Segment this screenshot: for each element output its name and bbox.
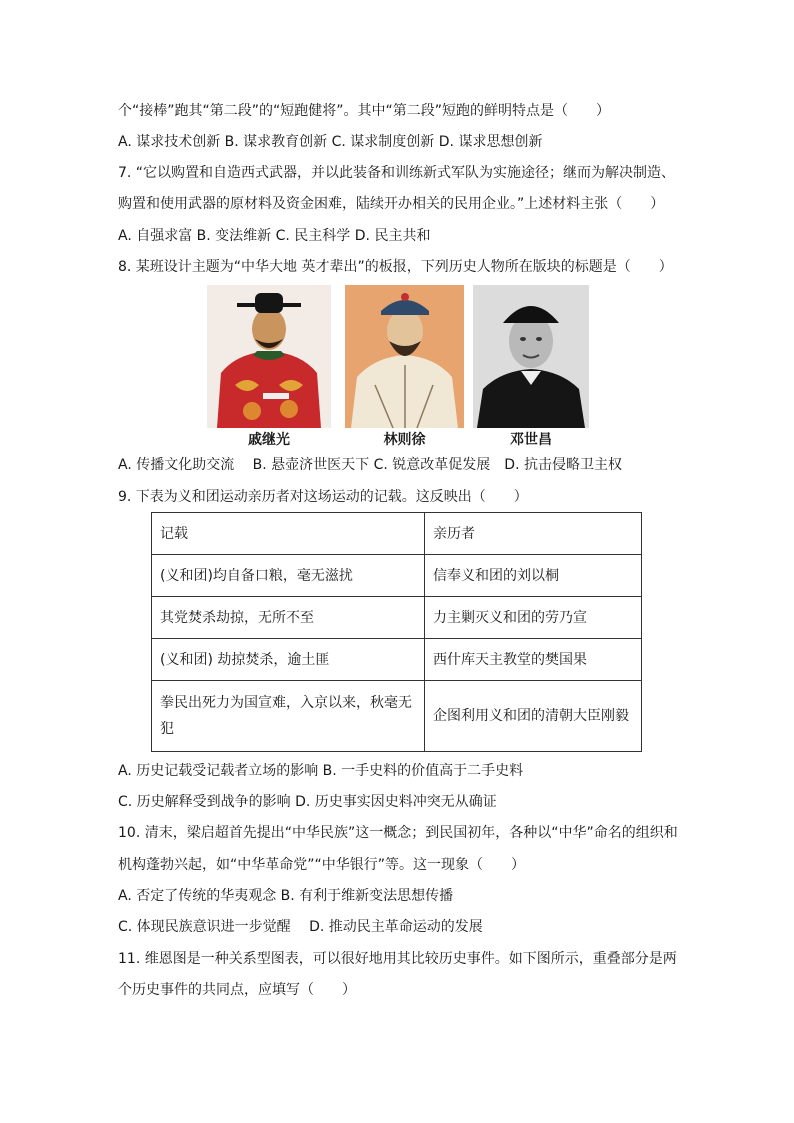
table-cell-witness: 企图利用义和团的清朝大臣刚毅 xyxy=(425,681,642,752)
table-cell-record xyxy=(152,681,425,752)
table-cell-record-line2: 犯 xyxy=(160,721,174,737)
portrait-caption-deng-shichang: 邓世昌 xyxy=(510,432,552,448)
table-row xyxy=(152,555,642,597)
portrait-qi-jiguang xyxy=(207,285,331,428)
question-10-options-ab: A. 否定了传统的华夷观念 B. 有利于维新变法思想传播 xyxy=(118,888,454,904)
table-cell-witness: 力主剿灭义和团的劳乃宣 xyxy=(425,597,642,639)
question-9-stem: 9. 下表为义和团运动亲历者对这场运动的记载。这反映出（ ） xyxy=(118,489,528,505)
table-row xyxy=(152,639,642,681)
table-cell-record: (义和团)均自备口粮，毫无滋扰 xyxy=(152,555,425,597)
table-cell-record: (义和团) 劫掠焚杀，逾土匪 xyxy=(152,639,425,681)
question-11-stem-line1: 11. 维恩图是一种关系型图表，可以很好地用其比较历史事件。如下图所示，重叠部分是两 xyxy=(118,951,677,967)
table-row xyxy=(152,597,642,639)
table-cell-record: 其党焚杀劫掠，无所不至 xyxy=(152,597,425,639)
question-10-stem-line2: 机构蓬勃兴起，如“中华革命党”“中华银行”等。这一现象（ ） xyxy=(118,857,526,873)
table-cell-witness: 信奉义和团的刘以桐 xyxy=(425,555,642,597)
question-10-stem-line1: 10. 清末，梁启超首先提出“中华民族”这一概念；到民国初年，各种以“中华”命名的组织和 xyxy=(118,825,678,841)
portrait-lin-zexu xyxy=(345,285,464,428)
boxer-records-table xyxy=(151,512,642,752)
question-9-options-ab: A. 历史记载受记载者立场的影响 B. 一手史料的价值高于二手史料 xyxy=(118,763,524,779)
question-7-options: A. 自强求富 B. 变法维新 C. 民主科学 D. 民主共和 xyxy=(118,228,431,244)
question-6-options: A. 谋求技术创新 B. 谋求教育创新 C. 谋求制度创新 D. 谋求思想创新 xyxy=(118,134,543,150)
question-8-options: A. 传播文化助交流 B. 悬壶济世医天下 C. 锐意改革促发展 D. 抗击侵略卫主权 xyxy=(118,457,622,473)
question-7-stem-line1: 7. “它以购置和自造西式武器，并以此装备和训练新式军队为实施途径；继而为解决制造、 xyxy=(118,165,676,181)
question-11-stem-line2: 个历史事件的共同点，应填写（ ） xyxy=(118,982,356,998)
portrait-deng-shichang xyxy=(473,285,589,428)
question-10-options-cd: C. 体现民族意识进一步觉醒 D. 推动民主革命运动的发展 xyxy=(118,919,483,935)
question-7-stem-line2: 购置和使用武器的原材料及资金困难，陆续开办相关的民用企业。”上述材料主张（ ） xyxy=(118,196,665,212)
table-header-witness: 亲历者 xyxy=(425,513,642,555)
table-cell-record-line1: 拳民出死力为国宣难，入京以来，秋毫无 xyxy=(160,695,412,711)
question-8-stem: 8. 某班设计主题为“中华大地 英才辈出”的板报，下列历史人物所在版块的标题是（ ） xyxy=(118,259,673,275)
table-header-record: 记载 xyxy=(152,513,425,555)
question-9-options-cd: C. 历史解释受到战争的影响 D. 历史事实因史料冲突无从确证 xyxy=(118,794,497,810)
table-row xyxy=(152,681,642,752)
question-6-tail: 个“接棒”跑其“第二段”的“短跑健将”。其中“第二段”短跑的鲜明特点是（ ） xyxy=(118,103,611,119)
table-cell-witness: 西什库天主教堂的樊国果 xyxy=(425,639,642,681)
portrait-caption-lin-zexu: 林则徐 xyxy=(383,432,426,448)
portrait-caption-qi-jiguang: 戚继光 xyxy=(248,432,290,448)
table-header-row xyxy=(152,513,642,555)
